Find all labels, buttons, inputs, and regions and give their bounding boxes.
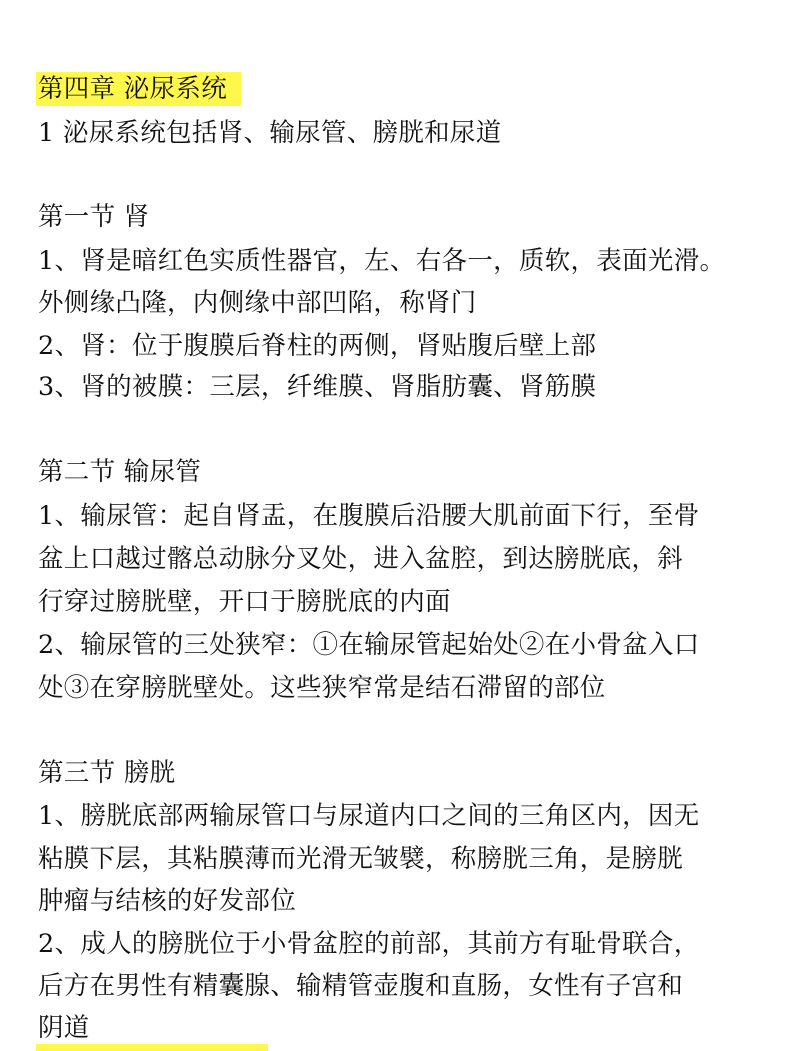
section-heading-kidney: 第一节 肾 — [38, 202, 150, 232]
section-heading-bladder: 第三节 膀胱 — [38, 758, 176, 788]
paragraph-line: 盆上口越过髂总动脉分叉处，进入盆腔，到达膀胱底，斜 — [38, 544, 684, 574]
paragraph-line: 2、输尿管的三处狭窄：①在输尿管起始处②在小骨盆入口 — [38, 630, 700, 660]
paragraph-line: 后方在男性有精囊腺、输精管壶腹和直肠，女性有子宫和 — [38, 971, 684, 1001]
paragraph-line: 1、膀胱底部两输尿管口与尿道内口之间的三角区内，因无 — [38, 801, 700, 831]
paragraph-line: 行穿过膀胱壁，开口于膀胱底的内面 — [38, 587, 451, 617]
paragraph-line: 2、肾：位于腹膜后脊柱的两侧，肾贴腹后壁上部 — [38, 331, 597, 361]
section-heading-ureter: 第二节 输尿管 — [38, 457, 202, 487]
paragraph-line: 1、输尿管：起自肾盂，在腹膜后沿腰大肌前面下行，至骨 — [38, 501, 700, 531]
paragraph-line: 粘膜下层，其粘膜薄而光滑无皱襞，称膀胱三角，是膀胱 — [38, 844, 684, 874]
paragraph-line: 肿瘤与结核的好发部位 — [38, 886, 297, 916]
highlight-bar — [36, 1044, 268, 1051]
paragraph-line: 2、成人的膀胱位于小骨盆腔的前部，其前方有耻骨联合， — [38, 929, 700, 959]
chapter-title-line — [38, 72, 241, 106]
intro-text: 1 泌尿系统包括肾、输尿管、膀胱和尿道 — [38, 118, 502, 148]
paragraph-line: 阴道 — [38, 1013, 90, 1043]
chapter-title: 第四章 泌尿系统 — [36, 72, 241, 106]
paragraph-line: 1、肾是暗红色实质性器官，左、右各一，质软，表面光滑。 — [38, 246, 726, 276]
paragraph-line: 处③在穿膀胱壁处。这些狭窄常是结石滞留的部位 — [38, 673, 606, 703]
paragraph-line: 外侧缘凸隆，内侧缘中部凹陷，称肾门 — [38, 288, 477, 318]
paragraph-line: 3、肾的被膜：三层，纤维膜、肾脂肪囊、肾筋膜 — [38, 372, 597, 402]
